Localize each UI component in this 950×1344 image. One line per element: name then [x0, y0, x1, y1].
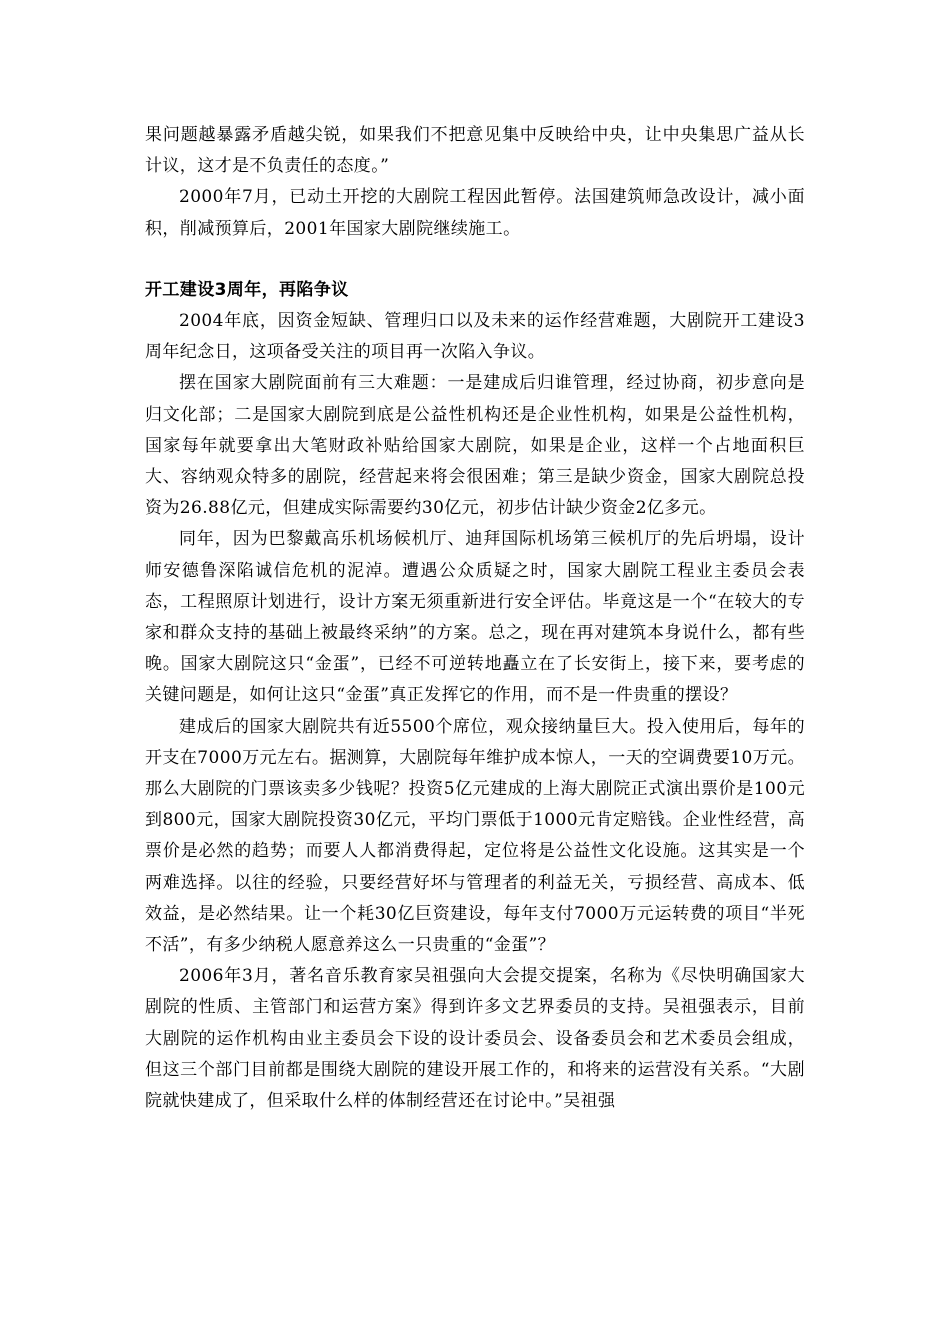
section-heading: 开工建设3周年，再陷争议 — [145, 279, 349, 300]
document-page — [145, 120, 805, 1117]
paragraph: 2000年7月，已动土开挖的大剧院工程因此暂停。法国建筑师急改设计，减小面积，削减预算后，2001年国家大剧院继续施工。 — [145, 187, 805, 239]
paragraph: 果问题越暴露矛盾越尖锐，如果我们不把意见集中反映给中央，让中央集思广益从长计议，这才是不负责任的态度。” — [145, 125, 805, 177]
paragraph: 2006年3月，著名音乐教育家吴祖强向大会提交提案，名称为《尽快明确国家大剧院的性质、主管部门和运营方案》得到许多文艺界委员的支持。吴祖强表示，目前大剧院的运作机构由业主委员会下设的设计委员会、设备委员会和艺术委员会组成，但这三个部门目前都是围绕大剧院的建设开展工作的，和将来的运营没有关系。“大剧院就快建成了，但采取什么样的体制经营还在讨论中。”吴祖强 — [145, 966, 805, 1112]
paragraph: 摆在国家大剧院面前有三大难题：一是建成后归谁管理，经过协商，初步意向是归文化部；二是国家大剧院到底是公益性机构还是企业性机构，如果是公益性机构，国家每年就要拿出大笔财政补贴给国家大剧院，如果是企业，这样一个占地面积巨大、容纳观众特多的剧院，经营起来将会很困难；第三是缺少资金，国家大剧院总投资为26.88亿元，但建成实际需要约30亿元，初步估计缺少资金2亿多元。 — [145, 373, 805, 519]
paragraph: 同年，因为巴黎戴高乐机场候机厅、迪拜国际机场第三候机厅的先后坍塌，设计师安德鲁深陷诚信危机的泥淖。遭遇公众质疑之时，国家大剧院工程业主委员会表态，工程照原计划进行，设计方案无须重新进行安全评估。毕竟这是一个“在较大的专家和群众支持的基础上被最终采纳”的方案。总之，现在再对建筑本身说什么，都有些晚。国家大剧院这只“金蛋”，已经不可逆转地矗立在了长安街上，接下来，要考虑的关键问题是，如何让这只“金蛋”真正发挥它的作用，而不是一件贵重的摆设？ — [145, 529, 805, 706]
paragraph: 建成后的国家大剧院共有近5500个席位，观众接纳量巨大。投入使用后，每年的开支在7000万元左右。据测算，大剧院每年维护成本惊人，一天的空调费要10万元。那么大剧院的门票该卖多少钱呢？投资5亿元建成的上海大剧院正式演出票价是100元到800元，国家大剧院投资30亿元，平均门票低于1000元肯定赔钱。企业性经营，高票价是必然的趋势；而要人人都消费得起，定位将是公益性文化设施。这其实是一个两难选择。以往的经验，只要经营好坏与管理者的利益无关，亏损经营、高成本、低效益，是必然结果。让一个耗30亿巨资建设，每年支付7000万元运转费的项目“半死不活”，有多少纳税人愿意养这么一只贵重的“金蛋”？ — [145, 716, 805, 956]
paragraph: 2004年底，因资金短缺、管理归口以及未来的运作经营难题，大剧院开工建设3周年纪念日，这项备受关注的项目再一次陷入争议。 — [145, 311, 805, 363]
